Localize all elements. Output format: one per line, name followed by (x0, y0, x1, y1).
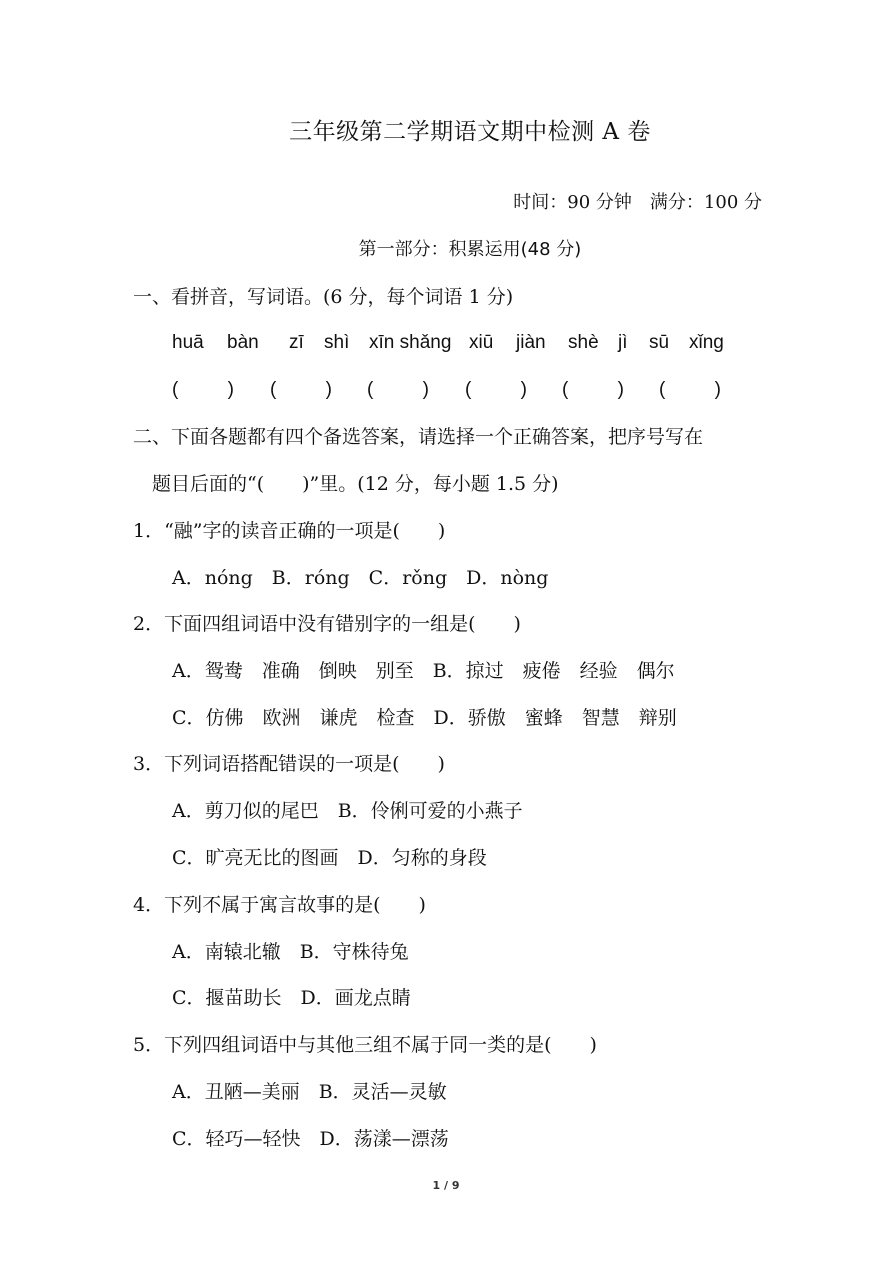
bracket-close: ) (520, 379, 527, 400)
pinyin-syllable: huā (172, 332, 204, 353)
pinyin-syllable: zī (289, 332, 304, 353)
question-stem: 1．“融”字的读音正确的一项是( ) (133, 520, 446, 542)
bracket-close: ) (325, 379, 332, 400)
answer-brackets-row (172, 379, 772, 403)
bracket-open: ( (562, 379, 569, 400)
exam-meta: 时间：90 分钟 满分：100 分 (513, 192, 762, 213)
part-heading: 第一部分：积累运用(48 分) (358, 239, 582, 260)
pinyin-row (172, 332, 772, 356)
question-options: A．南辕北辙 B．守株待兔 (172, 941, 409, 963)
question-stem: 4．下列不属于寓言故事的是( ) (133, 894, 426, 916)
question-stem: 3．下列词语搭配错误的一项是( ) (133, 753, 445, 775)
question-options: A．nóng B．róng C．rǒng D．nòng (172, 567, 549, 589)
answer-blank[interactable] (172, 379, 234, 401)
bracket-open: ( (270, 379, 277, 400)
section1-heading: 一、看拼音，写词语。(6 分，每个词语 1 分) (133, 286, 514, 308)
answer-blank[interactable] (659, 379, 721, 401)
pinyin-syllable: bàn (227, 332, 259, 353)
bracket-close: ) (227, 379, 234, 400)
question-options: A．剪刀似的尾巴 B．伶俐可爱的小燕子 (172, 800, 523, 822)
pinyin-syllable: jiàn (516, 332, 546, 353)
bracket-open: ( (659, 379, 666, 400)
question-options: A．丑陋—美丽 B．灵活—灵敏 (172, 1081, 447, 1103)
pinyin-syllable: shè (568, 332, 599, 353)
question-options: C．仿佛 欧洲 谦虎 检查 D．骄傲 蜜蜂 智慧 辩别 (172, 707, 677, 729)
section2-heading-line1: 二、下面各题都有四个备选答案，请选择一个正确答案，把序号写在 (133, 426, 704, 448)
answer-blank[interactable] (562, 379, 624, 401)
section2-heading-line2: 题目后面的“( )”里。(12 分，每小题 1.5 分) (152, 473, 559, 495)
pinyin-syllable: xiū (469, 332, 494, 353)
question-options: A．鸳鸯 准确 倒映 别至 B．掠过 疲倦 经验 偶尔 (172, 660, 675, 682)
pinyin-syllable: xǐng (689, 332, 724, 353)
question-options: C．揠苗助长 D．画龙点睛 (172, 987, 411, 1009)
page-title: 三年级第二学期语文期中检测 A 卷 (289, 119, 651, 145)
pinyin-syllable: jì (618, 332, 628, 353)
pinyin-syllable: shì (324, 332, 350, 353)
bracket-open: ( (172, 379, 179, 400)
bracket-close: ) (617, 379, 624, 400)
question-stem: 2．下面四组词语中没有错别字的一组是( ) (133, 613, 521, 635)
answer-blank[interactable] (367, 379, 429, 401)
bracket-open: ( (465, 379, 472, 400)
pinyin-syllable: xīn shǎng (369, 332, 452, 353)
pinyin-syllable: sū (649, 332, 670, 353)
answer-blank[interactable] (270, 379, 332, 401)
question-stem: 5．下列四组词语中与其他三组不属于同一类的是( ) (133, 1034, 597, 1056)
answer-blank[interactable] (465, 379, 527, 401)
bracket-open: ( (367, 379, 374, 400)
page-number: 1 / 9 (432, 1179, 460, 1192)
question-options: C．旷亮无比的图画 D．匀称的身段 (172, 847, 487, 869)
bracket-close: ) (422, 379, 429, 400)
question-options: C．轻巧—轻快 D．荡漾—漂荡 (172, 1128, 449, 1150)
bracket-close: ) (714, 379, 721, 400)
